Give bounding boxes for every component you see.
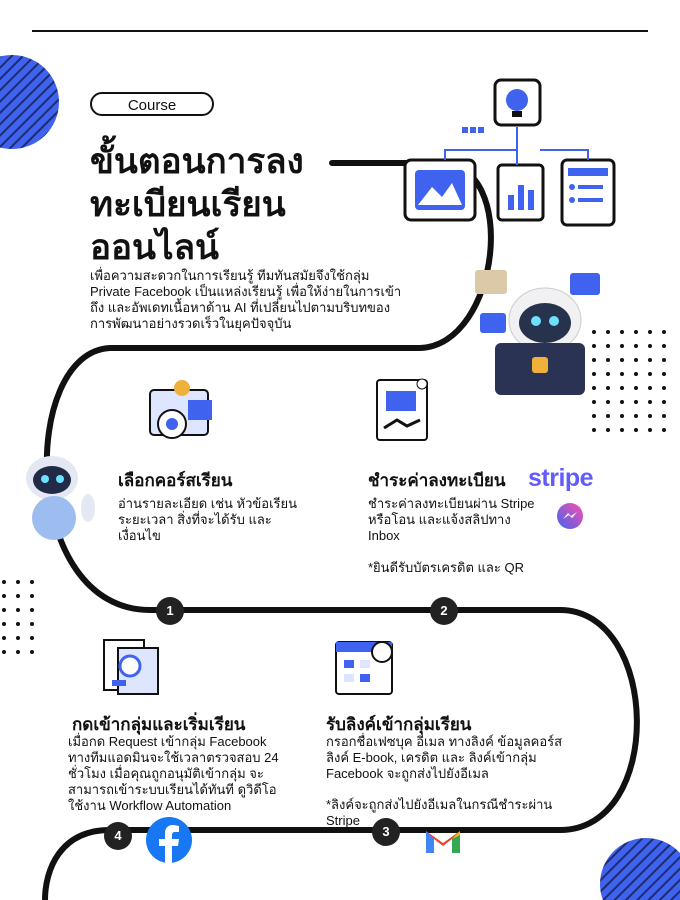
step4-body: เมื่อกด Request เข้ากลุ่ม Facebook ทางทีมแอดมินจะใช้เวลาตรวจสอบ 24 ชั่วโมง เมื่อคุณถูกอนุมัติเข้ากลุ่ม จะสามารถเข้าระบบเรียนได้ทันที ดูวิดีโอ ใช้งาน Workflow Automation bbox=[68, 734, 279, 813]
calendar-clock-illustration bbox=[330, 632, 400, 702]
step3-body: กรอกชื่อเฟซบุค อีเมล ทางลิงค์ ข้อมูลคอร์ส ลิงค์ E-book, เครดิต และ ลิงค์เข้ากลุ่ม Facebook จะถูกส่งไปยังอีเมล bbox=[326, 734, 563, 781]
robot-laptop-illustration bbox=[470, 265, 610, 400]
dot-grid-right bbox=[592, 330, 666, 432]
step1-number: 1 bbox=[156, 597, 184, 625]
course-badge: Course bbox=[90, 92, 214, 116]
robot-mascot-left bbox=[10, 450, 105, 545]
gmail-icon bbox=[424, 825, 462, 855]
course-select-illustration bbox=[140, 378, 220, 448]
step3-title: รับลิงค์เข้ากลุ่มเรียน bbox=[326, 715, 472, 734]
facebook-icon bbox=[145, 816, 193, 864]
intro-text: เพื่อความสะดวกในการเรียนรู้ ทีมทันสมัยจึงใช้กลุ่ม Private Facebook เป็นแหล่งเรียนรู้ เพื่อให้ง่ายในการเข้าถึง และอัพเดทเนื้อหาด้าน AI ที่เปลี่ยนไปตามบริบทของการพัฒนาอย่างรวดเร็วในยุคปัจจุบัน bbox=[90, 268, 402, 331]
step2-title: ชำระค่าลงทะเบียน bbox=[368, 471, 506, 490]
step3-number: 3 bbox=[372, 818, 400, 846]
stripe-logo: stripe bbox=[528, 464, 594, 492]
step4-title: กดเข้ากลุ่มและเริ่มเรียน bbox=[72, 715, 246, 734]
step3-note: *ลิงค์จะถูกส่งไปยังอีเมลในกรณีชำระผ่าน Stripe bbox=[326, 797, 553, 828]
step4-number: 4 bbox=[104, 822, 132, 850]
search-docs-illustration bbox=[100, 636, 164, 700]
dot-grid-left bbox=[2, 580, 34, 654]
workflow-illustration bbox=[400, 75, 620, 235]
step2-note: *ยินดีรับบัตรเครดิต และ QR bbox=[368, 560, 524, 575]
contract-handshake-illustration bbox=[372, 376, 432, 446]
step2-number: 2 bbox=[430, 597, 458, 625]
page-title: ขั้นตอนการลงทะเบียนเรียนออนไลน์ bbox=[90, 142, 304, 267]
messenger-icon bbox=[556, 502, 584, 530]
step1-body: อ่านรายละเอียด เช่น หัวข้อเรียน ระยะเวลา สิ่งที่จะได้รับ และเงื่อนไข bbox=[118, 496, 298, 543]
step2-body: ชำระค่าลงทะเบียนผ่าน Stripe หรือโอน และแจ้งสลิปทาง Inbox bbox=[368, 496, 535, 543]
step1-title: เลือกคอร์สเรียน bbox=[118, 471, 233, 490]
